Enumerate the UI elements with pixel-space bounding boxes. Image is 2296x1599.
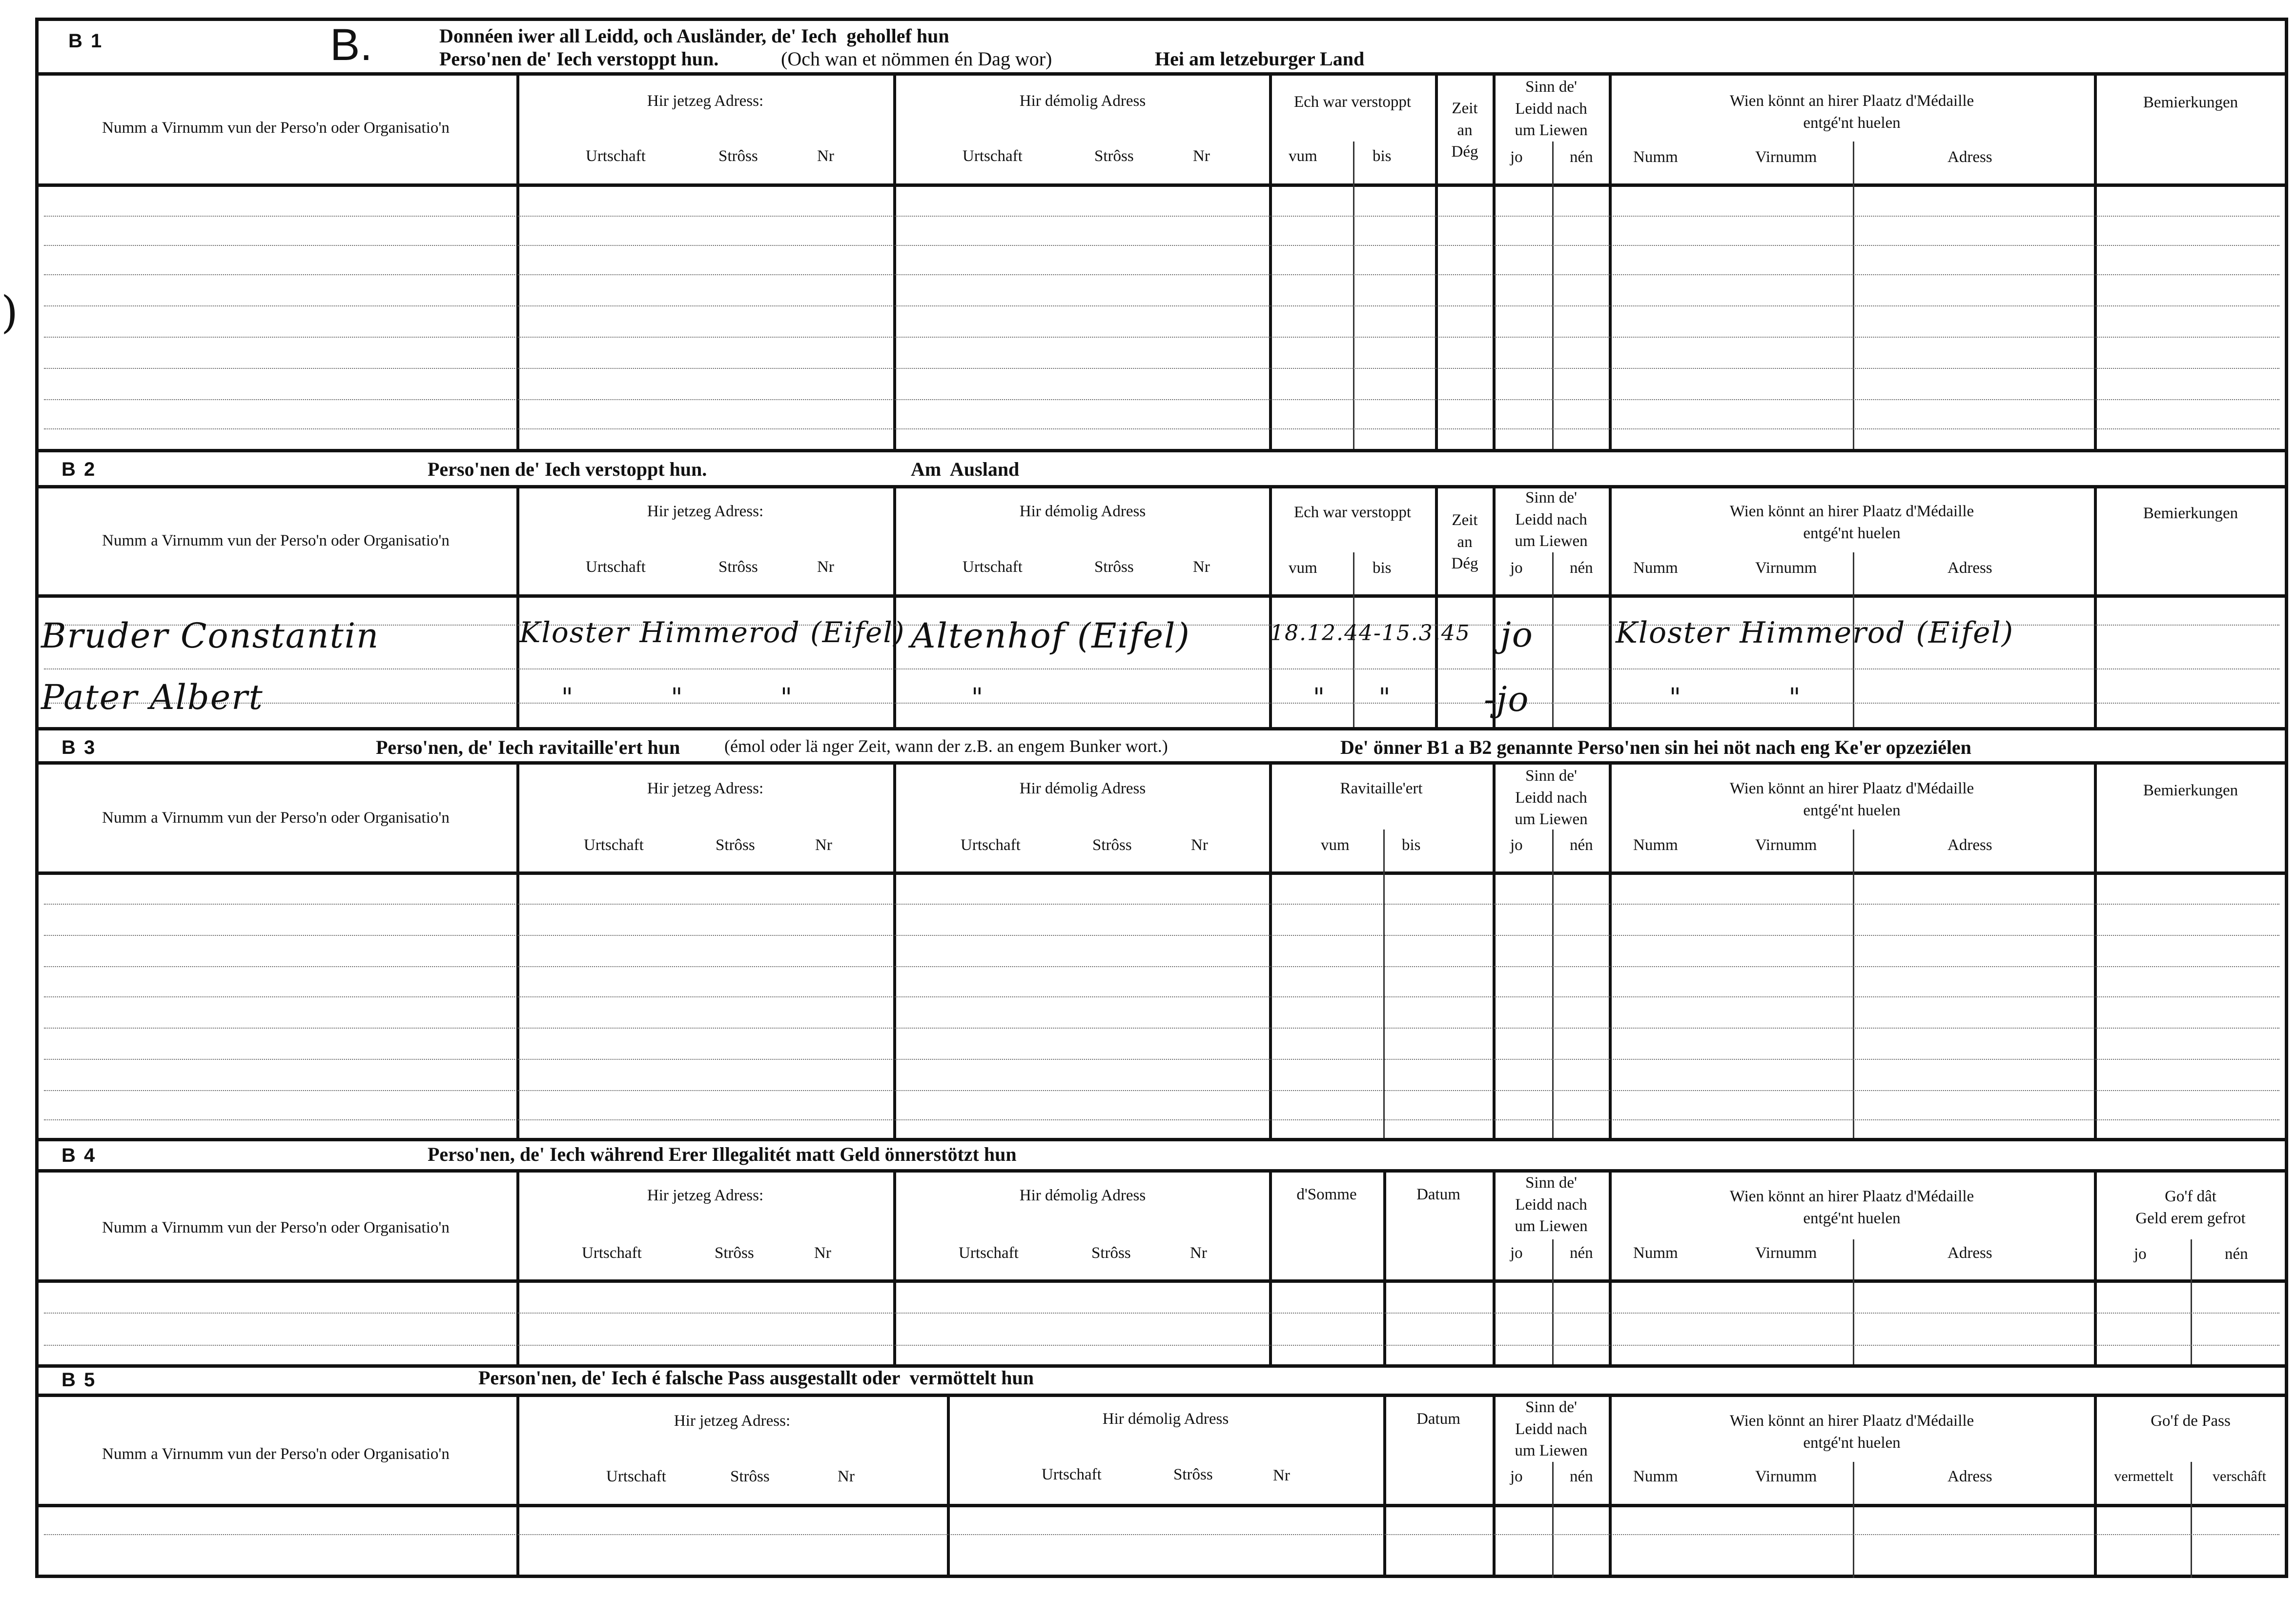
section-b3-note: (émol oder lä nger Zeit, wann der z.B. an engem Bunker wort.) — [724, 736, 1168, 756]
header-no: nén — [1570, 1468, 1593, 1485]
section-b3-title: Perso'nen, de' Iech ravitaille'ert hun — [376, 736, 680, 758]
b2-entry-2-name: Pater Albert — [41, 677, 264, 717]
header-name: Numm a Virnumm vun der Perso'n oder Organisatio'n — [102, 119, 450, 137]
section-b1-code: B 1 — [68, 30, 103, 52]
entry-line — [44, 1059, 2279, 1060]
header-yes: jo — [1510, 559, 1523, 577]
header-street: Strôss — [718, 147, 758, 165]
header-current-address: Hir jetzeg Adress: — [647, 92, 764, 110]
header-number: Nr — [1193, 558, 1210, 576]
entry-line — [44, 428, 2279, 429]
header-medal-first: Virnumm — [1755, 1244, 1817, 1262]
header-town: Urtschaft — [582, 1244, 642, 1262]
header-money-gift: Go'f dât Geld erem gefrot — [2135, 1188, 2246, 1227]
header-from: vum — [1289, 559, 1317, 577]
col-sep — [516, 487, 519, 729]
entry-line — [44, 305, 2279, 306]
header-medal-first: Virnumm — [1755, 148, 1817, 166]
b2-entry-1-yes: jo — [1500, 615, 1534, 655]
header-name: Numm a Virnumm vun der Perso'n oder Organisatio'n — [102, 1445, 450, 1463]
header-town: Urtschaft — [606, 1468, 666, 1485]
header-street: Strôss — [715, 1244, 754, 1262]
sub-sep — [2191, 1462, 2192, 1578]
header-sum: d'Somme — [1296, 1186, 1357, 1203]
col-sep — [516, 1171, 519, 1366]
header-in-danger: Sinn de' Leidd nach um Liewen — [1515, 78, 1588, 140]
col-sep — [893, 763, 896, 1140]
section-b1-place: Hei am letzeburger Land — [1155, 48, 1365, 70]
header-current-address: Hir jetzeg Adress: — [647, 503, 764, 520]
b2-entry-1-current-address: Kloster Himmerod (Eifel) — [519, 616, 905, 649]
sub-sep — [1552, 552, 1554, 727]
header-medal-address: Adress — [1948, 148, 1992, 166]
header-no: nén — [1570, 559, 1593, 577]
header-town: Urtschaft — [959, 1244, 1019, 1262]
entry-line — [44, 399, 2279, 400]
header-street: Strôss — [716, 836, 755, 854]
header-pass: Go'f de Pass — [2151, 1412, 2231, 1430]
section-b2-code: B 2 — [62, 459, 97, 480]
rule — [35, 1364, 2288, 1368]
margin-bracket: ) — [1, 287, 19, 338]
header-date: Datum — [1416, 1186, 1460, 1203]
section-b3-extra: De' önner B1 a B2 genannte Perso'nen sin hei nöt nach eng Ke'er opzeziélen — [1340, 736, 1971, 758]
b2-entry-1-medal: Kloster Himmerod (Eifel) — [1616, 616, 2014, 650]
col-sep — [893, 1171, 896, 1366]
b2-entry-2-period: " " — [1313, 683, 1392, 712]
col-sep — [516, 763, 519, 1140]
sub-sep — [1853, 830, 1854, 1138]
header-town: Urtschaft — [584, 836, 644, 854]
header-until: bis — [1373, 559, 1392, 577]
sub-sep — [1353, 142, 1354, 449]
b2-entry-2-yes: -jo — [1484, 679, 1530, 719]
sub-sep — [1552, 1462, 1554, 1578]
header-number: Nr — [817, 558, 834, 576]
header-hidden: Ech war verstoppt — [1293, 504, 1412, 521]
col-sep — [893, 74, 896, 451]
section-b4-title: Perso'nen, de' Iech während Erer Illegalitét matt Geld önnerstötzt hun — [428, 1143, 1017, 1165]
header-town: Urtschaft — [961, 836, 1021, 854]
header-town: Urtschaft — [586, 558, 646, 576]
header-medal-first: Virnumm — [1755, 1468, 1817, 1485]
b2-entry-2-former-address: " — [971, 683, 984, 712]
header-medal: Wien könnt an hirer Plaatz d'Médaille entgé'nt huelen — [1729, 503, 1974, 542]
entry-line — [44, 904, 2279, 905]
b2-entry-2-medal: " " — [1669, 683, 1802, 712]
entry-line — [44, 368, 2279, 369]
header-from: vum — [1289, 147, 1317, 165]
header-medal: Wien könnt an hirer Plaatz d'Médaille entgé'nt huelen — [1729, 780, 1974, 819]
section-b1-title: Donnéen iwer all Leidd, och Ausländer, de' Iech gehollef hun Perso'nen de' Iech verstoppt hun. — [439, 25, 949, 70]
col-sep — [1269, 763, 1272, 1140]
header-no: nén — [1570, 1244, 1593, 1262]
section-b3-code: B 3 — [62, 737, 97, 758]
b2-entry-1-former-address: Altenhof (Eifel) — [911, 616, 1190, 656]
sub-sep — [1552, 830, 1554, 1138]
entry-line — [44, 1119, 2279, 1120]
section-b5-title: Person'nen, de' Iech é falsche Pass ausgestallt oder vermöttelt hun — [478, 1367, 1034, 1389]
header-yes: jo — [1510, 1244, 1523, 1262]
header-remarks: Bemierkungen — [2143, 782, 2238, 799]
entry-line — [44, 996, 2279, 997]
entry-line — [44, 668, 2279, 669]
header-street: Strôss — [730, 1468, 770, 1485]
header-medal-address: Adress — [1948, 559, 1992, 577]
header-former-address: Hir démolig Adress — [1019, 92, 1146, 110]
header-number: Nr — [817, 147, 834, 165]
section-b1-note: (Och wan et nömmen én Dag wor) — [781, 48, 1052, 70]
header-medal-address: Adress — [1948, 1468, 1992, 1485]
header-name: Numm a Virnumm vun der Perso'n oder Organisatio'n — [102, 809, 450, 827]
rule — [35, 183, 2288, 187]
sub-sep — [1853, 142, 1854, 449]
header-medal-address: Adress — [1948, 836, 1992, 854]
header-until: bis — [1373, 147, 1392, 165]
entry-line — [44, 1313, 2279, 1314]
header-name: Numm a Virnumm vun der Perso'n oder Organisatio'n — [102, 532, 450, 549]
b2-entry-1-name: Bruder Constantin — [41, 616, 380, 656]
header-number: Nr — [814, 1244, 831, 1262]
header-current-address: Hir jetzeg Adress: — [647, 1187, 764, 1204]
header-street: Strôss — [1173, 1466, 1213, 1483]
header-number: Nr — [838, 1468, 855, 1485]
header-town: Urtschaft — [963, 147, 1023, 165]
header-time: Zeit an Dég — [1451, 100, 1478, 161]
header-street: Strôss — [718, 558, 758, 576]
header-yes: jo — [1510, 1468, 1523, 1485]
header-in-danger: Sinn de' Leidd nach um Liewen — [1515, 1174, 1588, 1235]
header-medal-name: Numm — [1633, 836, 1678, 854]
rule — [35, 1394, 2288, 1397]
header-medal-name: Numm — [1633, 559, 1678, 577]
header-medal-first: Virnumm — [1755, 559, 1817, 577]
section-b2-place: Am Ausland — [911, 458, 1020, 480]
header-no: nén — [1570, 148, 1593, 166]
header-no: nén — [1570, 836, 1593, 854]
col-sep — [516, 1396, 519, 1578]
entry-line — [44, 966, 2279, 967]
sub-sep — [1552, 142, 1554, 449]
col-sep — [516, 74, 519, 451]
header-from: vum — [1321, 836, 1350, 854]
entry-line — [44, 245, 2279, 246]
entry-line — [44, 1534, 2279, 1535]
header-in-danger: Sinn de' Leidd nach um Liewen — [1515, 767, 1588, 829]
header-hidden: Ech war verstoppt — [1293, 93, 1412, 111]
header-number: Nr — [1190, 1244, 1207, 1262]
header-remarks: Bemierkungen — [2143, 505, 2238, 522]
rule — [35, 1169, 2288, 1173]
rule — [35, 871, 2288, 875]
header-current-address: Hir jetzeg Adress: — [674, 1412, 791, 1430]
header-yes: jo — [2134, 1245, 2147, 1263]
section-b5-code: B 5 — [62, 1369, 97, 1391]
entry-line — [44, 337, 2279, 338]
header-number: Nr — [1191, 836, 1208, 854]
section-b2-title: Perso'nen de' Iech verstoppt hun. — [428, 458, 707, 480]
header-medal: Wien könnt an hirer Plaatz d'Médaille entgé'nt huelen — [1729, 1412, 1974, 1452]
header-no: nén — [2225, 1245, 2248, 1263]
header-street: Strôss — [1092, 836, 1132, 854]
entry-line — [44, 1345, 2279, 1346]
header-town: Urtschaft — [963, 558, 1023, 576]
rule — [35, 1138, 2288, 1141]
form-letter: B. — [330, 20, 372, 70]
sub-sep — [1383, 830, 1385, 1138]
header-number: Nr — [1273, 1467, 1290, 1484]
header-town: Urtschaft — [586, 147, 646, 165]
rule — [35, 1279, 2288, 1283]
rule — [35, 761, 2288, 765]
entry-line — [44, 1028, 2279, 1029]
col-sep — [2094, 74, 2097, 451]
rule — [35, 1504, 2288, 1507]
header-medal: Wien könnt an hirer Plaatz d'Médaille entgé'nt huelen — [1729, 92, 1974, 132]
col-sep — [1269, 74, 1272, 451]
rule — [35, 727, 2288, 730]
header-medal-name: Numm — [1633, 1468, 1678, 1485]
rule — [35, 72, 2288, 76]
header-supplied: Ravitaille'ert — [1340, 780, 1423, 797]
header-date: Datum — [1416, 1410, 1460, 1428]
header-time: Zeit an Dég — [1451, 511, 1478, 573]
header-name: Numm a Virnumm vun der Perso'n oder Organisatio'n — [102, 1219, 450, 1236]
header-until: bis — [1402, 836, 1421, 854]
header-passed-on: vermettelt — [2114, 1468, 2173, 1484]
header-medal-address: Adress — [1948, 1244, 1992, 1262]
b2-entry-1-period: 18.12.44-15.3.45 — [1270, 621, 1471, 646]
header-medal-name: Numm — [1633, 1244, 1678, 1262]
header-in-danger: Sinn de' Leidd nach um Liewen — [1515, 1398, 1588, 1460]
header-former-address: Hir démolig Adress — [1019, 1187, 1146, 1204]
rule — [35, 449, 2288, 452]
entry-line — [44, 1090, 2279, 1091]
header-number: Nr — [815, 836, 832, 854]
header-number: Nr — [1193, 147, 1210, 165]
header-former-address: Hir démolig Adress — [1102, 1410, 1229, 1428]
header-street: Strôss — [1094, 558, 1134, 576]
header-medal: Wien könnt an hirer Plaatz d'Médaille entgé'nt huelen — [1729, 1188, 1974, 1227]
header-street: Strôss — [1094, 147, 1134, 165]
header-yes: jo — [1510, 836, 1523, 854]
rule — [35, 594, 2288, 598]
header-former-address: Hir démolig Adress — [1019, 503, 1146, 520]
section-b4-code: B 4 — [62, 1145, 97, 1166]
header-remarks: Bemierkungen — [2143, 94, 2238, 111]
entry-line — [44, 216, 2279, 217]
header-yes: jo — [1510, 148, 1523, 166]
entry-line — [44, 703, 2279, 704]
b2-entry-2-current-address: " " " — [561, 683, 793, 712]
col-sep — [893, 487, 896, 729]
entry-line — [44, 935, 2279, 936]
header-former-address: Hir démolig Adress — [1019, 780, 1146, 797]
rule — [35, 485, 2288, 488]
sub-sep — [1853, 1462, 1854, 1578]
header-procured: verschâft — [2213, 1468, 2266, 1484]
header-street: Strôss — [1091, 1244, 1131, 1262]
col-sep — [2094, 763, 2097, 1140]
header-in-danger: Sinn de' Leidd nach um Liewen — [1515, 489, 1588, 550]
header-medal-first: Virnumm — [1755, 836, 1817, 854]
header-town: Urtschaft — [1042, 1466, 1102, 1483]
entry-line — [44, 274, 2279, 275]
header-medal-name: Numm — [1633, 148, 1678, 166]
header-current-address: Hir jetzeg Adress: — [647, 780, 764, 797]
